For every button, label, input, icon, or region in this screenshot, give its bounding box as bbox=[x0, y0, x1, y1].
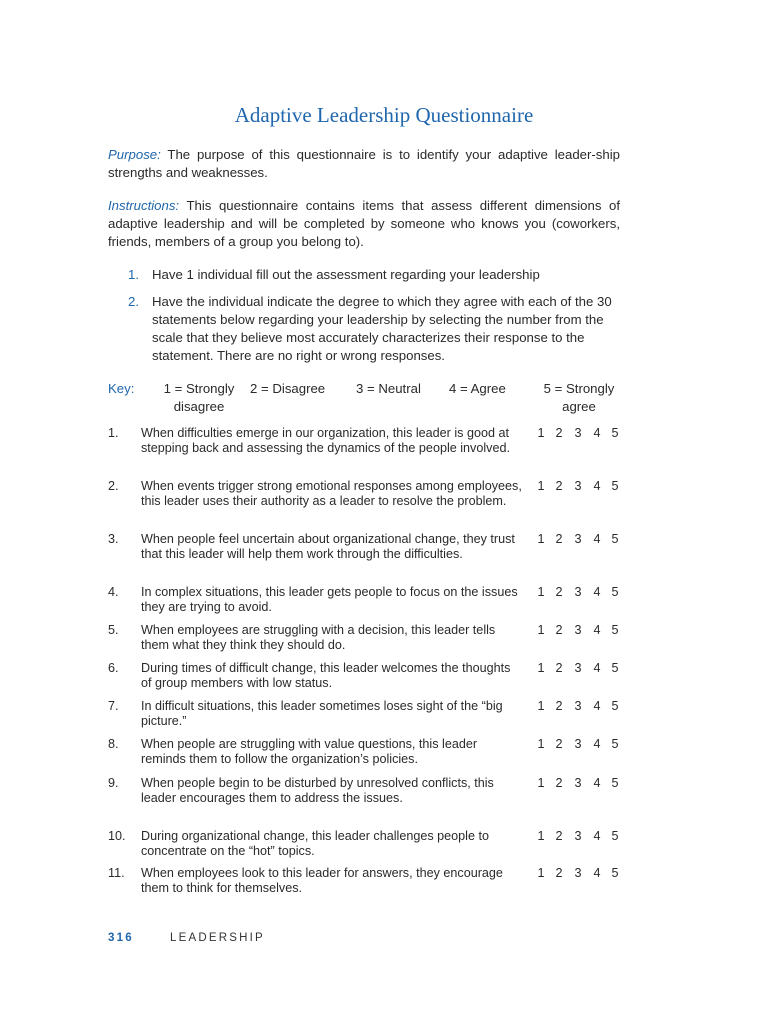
purpose-paragraph bbox=[108, 146, 620, 182]
rating-option-2[interactable]: 2 bbox=[555, 661, 563, 675]
item-number: 2. bbox=[108, 479, 119, 493]
key-5-line2: agree bbox=[562, 399, 596, 414]
item-text: When events trigger strong emotional responses among employees, this leader uses their authority as a leader to resolve the problem. bbox=[141, 479, 522, 508]
rating-option-5[interactable]: 5 bbox=[611, 699, 619, 713]
rating-option-5[interactable]: 5 bbox=[611, 623, 619, 637]
item-number: 7. bbox=[108, 699, 119, 713]
item-number: 1. bbox=[108, 426, 119, 440]
rating-option-5[interactable]: 5 bbox=[611, 737, 619, 751]
rating-option-1[interactable]: 1 bbox=[537, 776, 545, 790]
rating-option-2[interactable]: 2 bbox=[555, 699, 563, 713]
instructions-paragraph bbox=[108, 197, 620, 251]
step-text: Have 1 individual fill out the assessment regarding your leadership bbox=[152, 267, 540, 282]
purpose-label: Purpose: bbox=[108, 147, 161, 162]
rating-option-3[interactable]: 3 bbox=[574, 699, 582, 713]
rating-option-1[interactable]: 1 bbox=[537, 737, 545, 751]
rating-option-5[interactable]: 5 bbox=[611, 661, 619, 675]
rating-option-5[interactable]: 5 bbox=[611, 426, 619, 440]
rating-option-3[interactable]: 3 bbox=[574, 866, 582, 880]
rating-option-5[interactable]: 5 bbox=[611, 479, 619, 493]
page-title: Adaptive Leadership Questionnaire bbox=[234, 103, 534, 127]
key-agree: 4 = Agree bbox=[449, 381, 506, 396]
rating-option-4[interactable]: 4 bbox=[593, 866, 601, 880]
rating-option-5[interactable]: 5 bbox=[611, 532, 619, 546]
rating-option-4[interactable]: 4 bbox=[593, 776, 601, 790]
key-strongly-disagree bbox=[152, 380, 246, 416]
rating-option-2[interactable]: 2 bbox=[555, 585, 563, 599]
item-number: 4. bbox=[108, 585, 119, 599]
rating-option-1[interactable]: 1 bbox=[537, 479, 545, 493]
key-label: Key: bbox=[108, 381, 135, 396]
rating-option-1[interactable]: 1 bbox=[537, 829, 545, 843]
rating-option-1[interactable]: 1 bbox=[537, 661, 545, 675]
rating-key bbox=[108, 380, 622, 420]
key-1-line1: 1 = Strongly bbox=[163, 381, 235, 396]
footer-page-number: 316 bbox=[108, 932, 134, 944]
item-text: When difficulties emerge in our organization, this leader is good at stepping back and assessing the dynamics of the people involved. bbox=[141, 426, 510, 455]
rating-option-2[interactable]: 2 bbox=[555, 866, 563, 880]
rating-option-5[interactable]: 5 bbox=[611, 866, 619, 880]
instructions-text: This questionnaire contains items that assess different dimensions of adaptive leadership and will be completed by someone who knows you (coworkers, friends, members of a group you belong to). bbox=[108, 198, 621, 249]
rating-option-2[interactable]: 2 bbox=[555, 737, 563, 751]
step-number: 1. bbox=[128, 267, 139, 282]
key-1-line2: disagree bbox=[173, 399, 225, 414]
rating-option-4[interactable]: 4 bbox=[593, 661, 601, 675]
rating-option-2[interactable]: 2 bbox=[555, 532, 563, 546]
purpose-text: The purpose of this questionnaire is to identify your adaptive leader-ship strengths and weaknesses. bbox=[108, 147, 620, 180]
rating-option-1[interactable]: 1 bbox=[537, 426, 545, 440]
rating-option-1[interactable]: 1 bbox=[537, 623, 545, 637]
item-text: In complex situations, this leader gets people to focus on the issues they are trying to avoid. bbox=[141, 585, 518, 614]
key-5-line1: 5 = Strongly bbox=[543, 381, 615, 396]
rating-option-4[interactable]: 4 bbox=[593, 623, 601, 637]
rating-option-3[interactable]: 3 bbox=[574, 426, 582, 440]
rating-option-3[interactable]: 3 bbox=[574, 776, 582, 790]
rating-option-2[interactable]: 2 bbox=[555, 623, 563, 637]
rating-option-3[interactable]: 3 bbox=[574, 623, 582, 637]
rating-option-5[interactable]: 5 bbox=[611, 776, 619, 790]
item-text: When employees are struggling with a decision, this leader tells them what they think they should do. bbox=[141, 623, 496, 652]
footer-book-title: LEADERSHIP bbox=[170, 932, 265, 944]
item-text: When people are struggling with value questions, this leader reminds them to follow the organization’s policies. bbox=[141, 737, 478, 766]
item-text: When people begin to be disturbed by unresolved conflicts, this leader encourages them to address the issues. bbox=[141, 776, 494, 805]
key-disagree: 2 = Disagree bbox=[250, 381, 326, 396]
rating-option-2[interactable]: 2 bbox=[555, 829, 563, 843]
instructions-label: Instructions: bbox=[108, 198, 180, 213]
rating-option-3[interactable]: 3 bbox=[574, 585, 582, 599]
rating-option-4[interactable]: 4 bbox=[593, 829, 601, 843]
rating-option-3[interactable]: 3 bbox=[574, 661, 582, 675]
key-neutral: 3 = Neutral bbox=[356, 381, 421, 396]
item-text: During times of difficult change, this leader welcomes the thoughts of group members with low status. bbox=[141, 661, 511, 690]
item-text: When people feel uncertain about organizational change, they trust that this leader will help them work through the difficulties. bbox=[141, 532, 515, 561]
item-number: 8. bbox=[108, 737, 119, 751]
item-number: 5. bbox=[108, 623, 119, 637]
rating-option-2[interactable]: 2 bbox=[555, 426, 563, 440]
rating-option-3[interactable]: 3 bbox=[574, 532, 582, 546]
rating-option-1[interactable]: 1 bbox=[537, 532, 545, 546]
rating-option-1[interactable]: 1 bbox=[537, 585, 545, 599]
key-strongly-agree bbox=[536, 380, 622, 416]
item-number: 3. bbox=[108, 532, 119, 546]
rating-option-3[interactable]: 3 bbox=[574, 829, 582, 843]
rating-option-4[interactable]: 4 bbox=[593, 532, 601, 546]
rating-option-4[interactable]: 4 bbox=[593, 426, 601, 440]
item-text: When employees look to this leader for answers, they encourage them to think for themselves. bbox=[141, 866, 503, 895]
rating-option-2[interactable]: 2 bbox=[555, 776, 563, 790]
step-text: Have the individual indicate the degree to which they agree with each of the 30 statements below regarding your leadership by selecting the number from the scale that they believe most accurately characterizes their response to the statement. There are no right or wrong responses. bbox=[152, 294, 612, 363]
item-number: 10. bbox=[108, 829, 126, 843]
step-number: 2. bbox=[128, 294, 139, 309]
rating-option-3[interactable]: 3 bbox=[574, 479, 582, 493]
rating-option-1[interactable]: 1 bbox=[537, 866, 545, 880]
item-text: In difficult situations, this leader sometimes loses sight of the “big picture.” bbox=[141, 699, 503, 728]
rating-option-4[interactable]: 4 bbox=[593, 699, 601, 713]
rating-option-2[interactable]: 2 bbox=[555, 479, 563, 493]
rating-option-4[interactable]: 4 bbox=[593, 585, 601, 599]
rating-option-4[interactable]: 4 bbox=[593, 479, 601, 493]
rating-option-5[interactable]: 5 bbox=[611, 585, 619, 599]
rating-option-5[interactable]: 5 bbox=[611, 829, 619, 843]
rating-option-4[interactable]: 4 bbox=[593, 737, 601, 751]
item-text: During organizational change, this leader challenges people to concentrate on the “hot” topics. bbox=[141, 829, 489, 858]
rating-option-1[interactable]: 1 bbox=[537, 699, 545, 713]
item-number: 6. bbox=[108, 661, 119, 675]
rating-option-3[interactable]: 3 bbox=[574, 737, 582, 751]
item-number: 11. bbox=[108, 866, 125, 880]
item-number: 9. bbox=[108, 776, 119, 790]
